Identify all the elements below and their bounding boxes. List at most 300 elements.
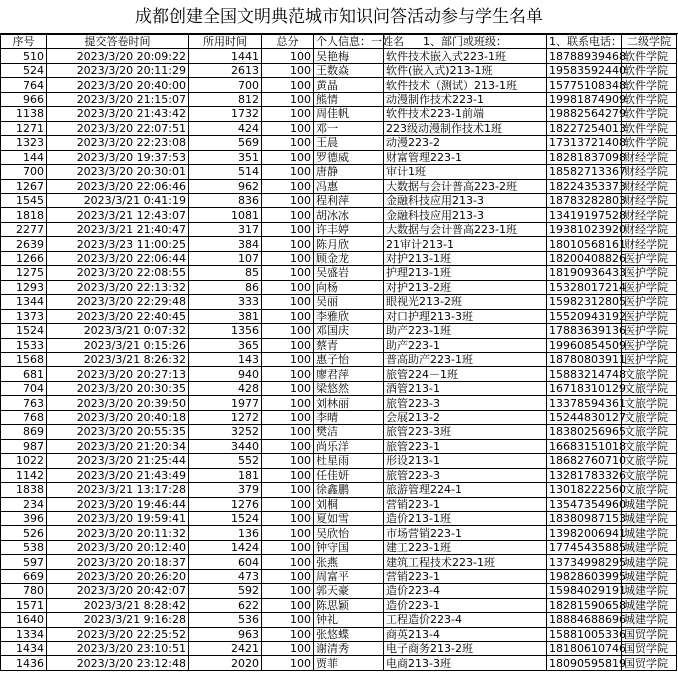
cell-name: 吴欣怡 [314, 526, 384, 540]
cell-name: 吴丽 [314, 295, 384, 309]
cell-submit-time: 2023/3/21 8:26:32 [47, 352, 189, 366]
cell-score: 100 [262, 439, 314, 453]
cell-phone: 18582713367 [547, 165, 622, 179]
cell-name: 黄晶 [314, 78, 384, 92]
cell-phone: 18010568161 [547, 237, 622, 251]
table-row [1, 222, 677, 236]
cell-class: 电子商务213-2班 [384, 642, 547, 656]
cell-name: 郭天豪 [314, 584, 384, 598]
cell-index: 768 [1, 410, 47, 424]
cell-index: 1138 [1, 107, 47, 121]
cell-score: 100 [262, 598, 314, 612]
cell-name: 邓一 [314, 121, 384, 135]
cell-duration: 3440 [189, 439, 262, 453]
cell-submit-time: 2023/3/20 21:43:42 [47, 107, 189, 121]
cell-class: 形设213-1 [384, 454, 547, 468]
cell-phone: 13018222560 [547, 483, 622, 497]
cell-index: 1524 [1, 324, 47, 338]
cell-score: 100 [262, 107, 314, 121]
cell-score: 100 [262, 266, 314, 280]
cell-college: 医护学院 [622, 295, 677, 309]
cell-score: 100 [262, 642, 314, 656]
table-row [1, 483, 677, 497]
cell-class: 电商213-3班 [384, 656, 547, 670]
cell-college: 文旅学院 [622, 396, 677, 410]
cell-index: 597 [1, 555, 47, 569]
cell-college: 财经学院 [622, 222, 677, 236]
cell-index: 1818 [1, 208, 47, 222]
cell-class: 审计1班 [384, 165, 547, 179]
cell-submit-time: 2023/3/20 20:40:18 [47, 410, 189, 424]
cell-college: 医护学院 [622, 338, 677, 352]
cell-score: 100 [262, 237, 314, 251]
cell-index: 234 [1, 497, 47, 511]
cell-name: 李晴 [314, 410, 384, 424]
cell-duration: 812 [189, 92, 262, 106]
cell-phone: 18380256965 [547, 425, 622, 439]
table-row [1, 338, 677, 352]
cell-index: 1344 [1, 295, 47, 309]
cell-index: 987 [1, 439, 47, 453]
cell-phone: 13734998295 [547, 555, 622, 569]
cell-duration: 379 [189, 483, 262, 497]
cell-duration: 1524 [189, 511, 262, 525]
cell-index: 1271 [1, 121, 47, 135]
col-header-index: 序号 [1, 35, 47, 49]
cell-index: 1838 [1, 483, 47, 497]
cell-submit-time: 2023/3/20 19:46:44 [47, 497, 189, 511]
cell-name: 蔡青 [314, 338, 384, 352]
cell-class: 大数据与会计普高223-2班 [384, 179, 547, 193]
cell-submit-time: 2023/3/20 20:26:20 [47, 569, 189, 583]
cell-class: 造价213-1班 [384, 511, 547, 525]
cell-college: 文旅学院 [622, 367, 677, 381]
cell-score: 100 [262, 511, 314, 525]
cell-index: 1334 [1, 627, 47, 641]
cell-duration: 107 [189, 251, 262, 265]
cell-class: 旅管223-1 [384, 439, 547, 453]
cell-college: 城建学院 [622, 555, 677, 569]
cell-index: 1640 [1, 613, 47, 627]
cell-class: 助产223-1 [384, 338, 547, 352]
cell-class: 市场营销223-1 [384, 526, 547, 540]
cell-score: 100 [262, 584, 314, 598]
table-row [1, 208, 677, 222]
cell-submit-time: 2023/3/20 22:25:52 [47, 627, 189, 641]
cell-submit-time: 2023/3/20 20:30:35 [47, 381, 189, 395]
cell-submit-time: 2023/3/20 20:30:01 [47, 165, 189, 179]
cell-submit-time: 2023/3/20 20:27:13 [47, 367, 189, 381]
cell-name: 陈月欣 [314, 237, 384, 251]
cell-class: 造价223-4 [384, 584, 547, 598]
cell-class: 动漫223-2 [384, 136, 547, 150]
cell-phone: 15244830127 [547, 410, 622, 424]
cell-submit-time: 2023/3/20 20:40:00 [47, 78, 189, 92]
table-row [1, 295, 677, 309]
cell-submit-time: 2023/3/20 23:10:51 [47, 642, 189, 656]
cell-name: 樊洁 [314, 425, 384, 439]
cell-name: 熊情 [314, 92, 384, 106]
cell-phone: 15984029191 [547, 584, 622, 598]
cell-score: 100 [262, 63, 314, 77]
cell-duration: 569 [189, 136, 262, 150]
cell-phone: 19981874909 [547, 92, 622, 106]
cell-duration: 333 [189, 295, 262, 309]
table-row [1, 497, 677, 511]
cell-submit-time: 2023/3/20 21:15:07 [47, 92, 189, 106]
cell-score: 100 [262, 627, 314, 641]
col-header-duration: 所用时间 [189, 35, 262, 49]
cell-submit-time: 2023/3/20 20:11:32 [47, 526, 189, 540]
table-row [1, 324, 677, 338]
cell-name: 程利萍 [314, 193, 384, 207]
table-row [1, 280, 677, 294]
cell-class: 商英213-4 [384, 627, 547, 641]
cell-duration: 1276 [189, 497, 262, 511]
cell-college: 文旅学院 [622, 439, 677, 453]
cell-name: 惠子怡 [314, 352, 384, 366]
cell-college: 财经学院 [622, 208, 677, 222]
cell-phone: 13982006941 [547, 526, 622, 540]
cell-index: 396 [1, 511, 47, 525]
cell-duration: 1424 [189, 540, 262, 554]
table-row [1, 165, 677, 179]
table-row [1, 237, 677, 251]
cell-phone: 17745435885 [547, 540, 622, 554]
cell-submit-time: 2023/3/20 20:18:37 [47, 555, 189, 569]
table-row [1, 613, 677, 627]
cell-class: 会展213-2 [384, 410, 547, 424]
table-row [1, 396, 677, 410]
cell-phone: 18227254013 [547, 121, 622, 135]
cell-class: 金融科技应用213-3 [384, 208, 547, 222]
cell-index: 1568 [1, 352, 47, 366]
student-list-table [0, 34, 677, 671]
cell-submit-time: 2023/3/20 20:55:35 [47, 425, 189, 439]
cell-index: 700 [1, 165, 47, 179]
header-row [1, 35, 677, 49]
col-header-phone: 1、联系电话： [547, 35, 622, 49]
table-row [1, 511, 677, 525]
cell-college: 软件学院 [622, 121, 677, 135]
cell-submit-time: 2023/3/20 21:25:44 [47, 454, 189, 468]
cell-submit-time: 2023/3/20 19:37:53 [47, 150, 189, 164]
cell-duration: 351 [189, 150, 262, 164]
cell-index: 1267 [1, 179, 47, 193]
cell-class: 营销223-1 [384, 569, 547, 583]
cell-phone: 17883639136 [547, 324, 622, 338]
cell-duration: 473 [189, 569, 262, 583]
cell-class: 建工223-1班 [384, 540, 547, 554]
cell-index: 669 [1, 569, 47, 583]
cell-score: 100 [262, 193, 314, 207]
cell-duration: 136 [189, 526, 262, 540]
col-header-class: 1、部门或班级： [384, 35, 547, 49]
table-row [1, 193, 677, 207]
table-row [1, 381, 677, 395]
cell-college: 软件学院 [622, 107, 677, 121]
cell-class: 普高助产223-1班 [384, 352, 547, 366]
cell-score: 100 [262, 338, 314, 352]
cell-submit-time: 2023/3/20 21:20:34 [47, 439, 189, 453]
cell-index: 869 [1, 425, 47, 439]
cell-index: 2277 [1, 222, 47, 236]
cell-name: 王数焱 [314, 63, 384, 77]
cell-index: 1266 [1, 251, 47, 265]
cell-name: 王晨 [314, 136, 384, 150]
cell-submit-time: 2023/3/20 22:08:55 [47, 266, 189, 280]
cell-score: 100 [262, 468, 314, 482]
cell-index: 704 [1, 381, 47, 395]
cell-duration: 622 [189, 598, 262, 612]
cell-class: 工程造价223-4 [384, 613, 547, 627]
cell-phone: 15775108348 [547, 78, 622, 92]
cell-college: 城建学院 [622, 584, 677, 598]
cell-score: 100 [262, 381, 314, 395]
cell-class: 酒管213-1 [384, 381, 547, 395]
cell-name: 陈思颖 [314, 598, 384, 612]
cell-college: 财经学院 [622, 193, 677, 207]
table-row [1, 49, 677, 63]
cell-duration: 181 [189, 468, 262, 482]
table-row [1, 266, 677, 280]
cell-duration: 86 [189, 280, 262, 294]
cell-phone: 17313721408 [547, 136, 622, 150]
cell-submit-time: 2023/3/21 9:16:28 [47, 613, 189, 627]
cell-phone: 18884688696 [547, 613, 622, 627]
cell-phone: 19828603995 [547, 569, 622, 583]
cell-index: 780 [1, 584, 47, 598]
cell-score: 100 [262, 396, 314, 410]
cell-class: 对护213-1班 [384, 251, 547, 265]
cell-duration: 1272 [189, 410, 262, 424]
cell-index: 1571 [1, 598, 47, 612]
cell-college: 医护学院 [622, 324, 677, 338]
table-row [1, 642, 677, 656]
table-row [1, 63, 677, 77]
cell-class: 软件技术嵌入式223-1班 [384, 49, 547, 63]
cell-phone: 18281590658 [547, 598, 622, 612]
cell-college: 国贸学院 [622, 656, 677, 670]
cell-score: 100 [262, 222, 314, 236]
cell-college: 文旅学院 [622, 425, 677, 439]
cell-duration: 365 [189, 338, 262, 352]
cell-duration: 962 [189, 179, 262, 193]
cell-score: 100 [262, 555, 314, 569]
cell-submit-time: 2023/3/20 22:06:44 [47, 251, 189, 265]
cell-phone: 19882564279 [547, 107, 622, 121]
cell-duration: 536 [189, 613, 262, 627]
cell-phone: 18090595819 [547, 656, 622, 670]
cell-name: 顾金龙 [314, 251, 384, 265]
cell-submit-time: 2023/3/20 20:11:29 [47, 63, 189, 77]
cell-duration: 1977 [189, 396, 262, 410]
cell-index: 681 [1, 367, 47, 381]
cell-score: 100 [262, 136, 314, 150]
cell-phone: 18780803911 [547, 352, 622, 366]
cell-submit-time: 2023/3/21 13:17:28 [47, 483, 189, 497]
cell-class: 营销223-1 [384, 497, 547, 511]
cell-index: 1142 [1, 468, 47, 482]
cell-duration: 836 [189, 193, 262, 207]
cell-duration: 1441 [189, 49, 262, 63]
cell-index: 764 [1, 78, 47, 92]
cell-duration: 2421 [189, 642, 262, 656]
cell-score: 100 [262, 78, 314, 92]
cell-college: 软件学院 [622, 92, 677, 106]
cell-college: 城建学院 [622, 569, 677, 583]
cell-college: 财经学院 [622, 179, 677, 193]
table-row [1, 410, 677, 424]
cell-phone: 18380987153 [547, 511, 622, 525]
col-header-score: 总分 [262, 35, 314, 49]
cell-score: 100 [262, 483, 314, 497]
cell-class: 软件(嵌入式)213-1班 [384, 63, 547, 77]
cell-duration: 2613 [189, 63, 262, 77]
table-row [1, 251, 677, 265]
cell-name: 梁悠然 [314, 381, 384, 395]
cell-score: 100 [262, 179, 314, 193]
cell-class: 造价223-1 [384, 598, 547, 612]
cell-index: 538 [1, 540, 47, 554]
cell-college: 城建学院 [622, 497, 677, 511]
cell-submit-time: 2023/3/20 22:29:48 [47, 295, 189, 309]
cell-class: 223级动漫制作技术1班 [384, 121, 547, 135]
cell-college: 医护学院 [622, 352, 677, 366]
cell-phone: 13378594361 [547, 396, 622, 410]
cell-college: 文旅学院 [622, 410, 677, 424]
sheet-title: 成都创建全国文明典范城市知识问答活动参与学生名单 [0, 0, 678, 34]
cell-name: 钟礼 [314, 613, 384, 627]
table-row [1, 569, 677, 583]
cell-class: 软件技术223-1前端 [384, 107, 547, 121]
cell-name: 周富平 [314, 569, 384, 583]
cell-phone: 18180610746 [547, 642, 622, 656]
cell-class: 对护213-2班 [384, 280, 547, 294]
cell-index: 1293 [1, 280, 47, 294]
table-row [1, 309, 677, 323]
cell-score: 100 [262, 324, 314, 338]
cell-phone: 18788939468 [547, 49, 622, 63]
cell-submit-time: 2023/3/20 22:06:46 [47, 179, 189, 193]
cell-name: 许丰婷 [314, 222, 384, 236]
cell-duration: 963 [189, 627, 262, 641]
cell-college: 医护学院 [622, 266, 677, 280]
cell-duration: 85 [189, 266, 262, 280]
table-row [1, 425, 677, 439]
cell-phone: 19960854509 [547, 338, 622, 352]
cell-phone: 15881005336 [547, 627, 622, 641]
cell-class: 建筑工程技术223-1班 [384, 555, 547, 569]
table-row [1, 136, 677, 150]
col-header-name: 个人信息：一姓名 [314, 35, 384, 49]
cell-class: 软件技术（测试）213-1班 [384, 78, 547, 92]
cell-class: 旅管223-3 [384, 468, 547, 482]
cell-name: 邓国庆 [314, 324, 384, 338]
cell-name: 刘桐 [314, 497, 384, 511]
cell-phone: 19583592440 [547, 63, 622, 77]
cell-name: 尚乐洋 [314, 439, 384, 453]
cell-class: 眼视光213-2班 [384, 295, 547, 309]
cell-index: 966 [1, 92, 47, 106]
cell-index: 1275 [1, 266, 47, 280]
cell-duration: 1356 [189, 324, 262, 338]
cell-index: 524 [1, 63, 47, 77]
cell-college: 软件学院 [622, 78, 677, 92]
table-row [1, 454, 677, 468]
cell-name: 杜星雨 [314, 454, 384, 468]
cell-name: 唐静 [314, 165, 384, 179]
cell-duration: 940 [189, 367, 262, 381]
cell-name: 任佳妍 [314, 468, 384, 482]
cell-class: 旅管223-3班 [384, 425, 547, 439]
cell-duration: 143 [189, 352, 262, 366]
cell-score: 100 [262, 454, 314, 468]
cell-college: 城建学院 [622, 613, 677, 627]
cell-duration: 604 [189, 555, 262, 569]
cell-college: 国贸学院 [622, 627, 677, 641]
cell-submit-time: 2023/3/21 0:41:19 [47, 193, 189, 207]
cell-phone: 18200408826 [547, 251, 622, 265]
table-row [1, 627, 677, 641]
table-row [1, 468, 677, 482]
table-row [1, 598, 677, 612]
cell-index: 144 [1, 150, 47, 164]
cell-score: 100 [262, 425, 314, 439]
cell-index: 1533 [1, 338, 47, 352]
cell-name: 李雅欣 [314, 309, 384, 323]
cell-duration: 317 [189, 222, 262, 236]
cell-name: 冯惠 [314, 179, 384, 193]
table-row [1, 121, 677, 135]
cell-college: 财经学院 [622, 165, 677, 179]
cell-class: 旅管224－1班 [384, 367, 547, 381]
table-row [1, 352, 677, 366]
cell-name: 向杨 [314, 280, 384, 294]
col-header-college: 二级学院 [622, 35, 677, 49]
cell-name: 夏如雪 [314, 511, 384, 525]
cell-index: 1434 [1, 642, 47, 656]
cell-phone: 19381023920 [547, 222, 622, 236]
cell-submit-time: 2023/3/20 20:42:07 [47, 584, 189, 598]
cell-college: 文旅学院 [622, 483, 677, 497]
cell-index: 1323 [1, 136, 47, 150]
cell-score: 100 [262, 352, 314, 366]
cell-duration: 424 [189, 121, 262, 135]
cell-submit-time: 2023/3/23 11:00:25 [47, 237, 189, 251]
table-row [1, 150, 677, 164]
cell-submit-time: 2023/3/20 20:12:40 [47, 540, 189, 554]
cell-duration: 552 [189, 454, 262, 468]
cell-college: 财经学院 [622, 150, 677, 164]
cell-index: 1436 [1, 656, 47, 670]
table-row [1, 656, 677, 670]
table-row [1, 367, 677, 381]
cell-submit-time: 2023/3/21 0:15:26 [47, 338, 189, 352]
cell-class: 护理213-1班 [384, 266, 547, 280]
col-header-submit-time: 提交答卷时间 [47, 35, 189, 49]
cell-submit-time: 2023/3/20 22:13:32 [47, 280, 189, 294]
cell-submit-time: 2023/3/20 22:07:51 [47, 121, 189, 135]
cell-submit-time: 2023/3/20 21:43:49 [47, 468, 189, 482]
cell-class: 旅游管理224-1 [384, 483, 547, 497]
cell-score: 100 [262, 613, 314, 627]
cell-index: 2639 [1, 237, 47, 251]
table-row [1, 92, 677, 106]
cell-name: 周佳帆 [314, 107, 384, 121]
cell-class: 助产223-1班 [384, 324, 547, 338]
cell-duration: 1732 [189, 107, 262, 121]
